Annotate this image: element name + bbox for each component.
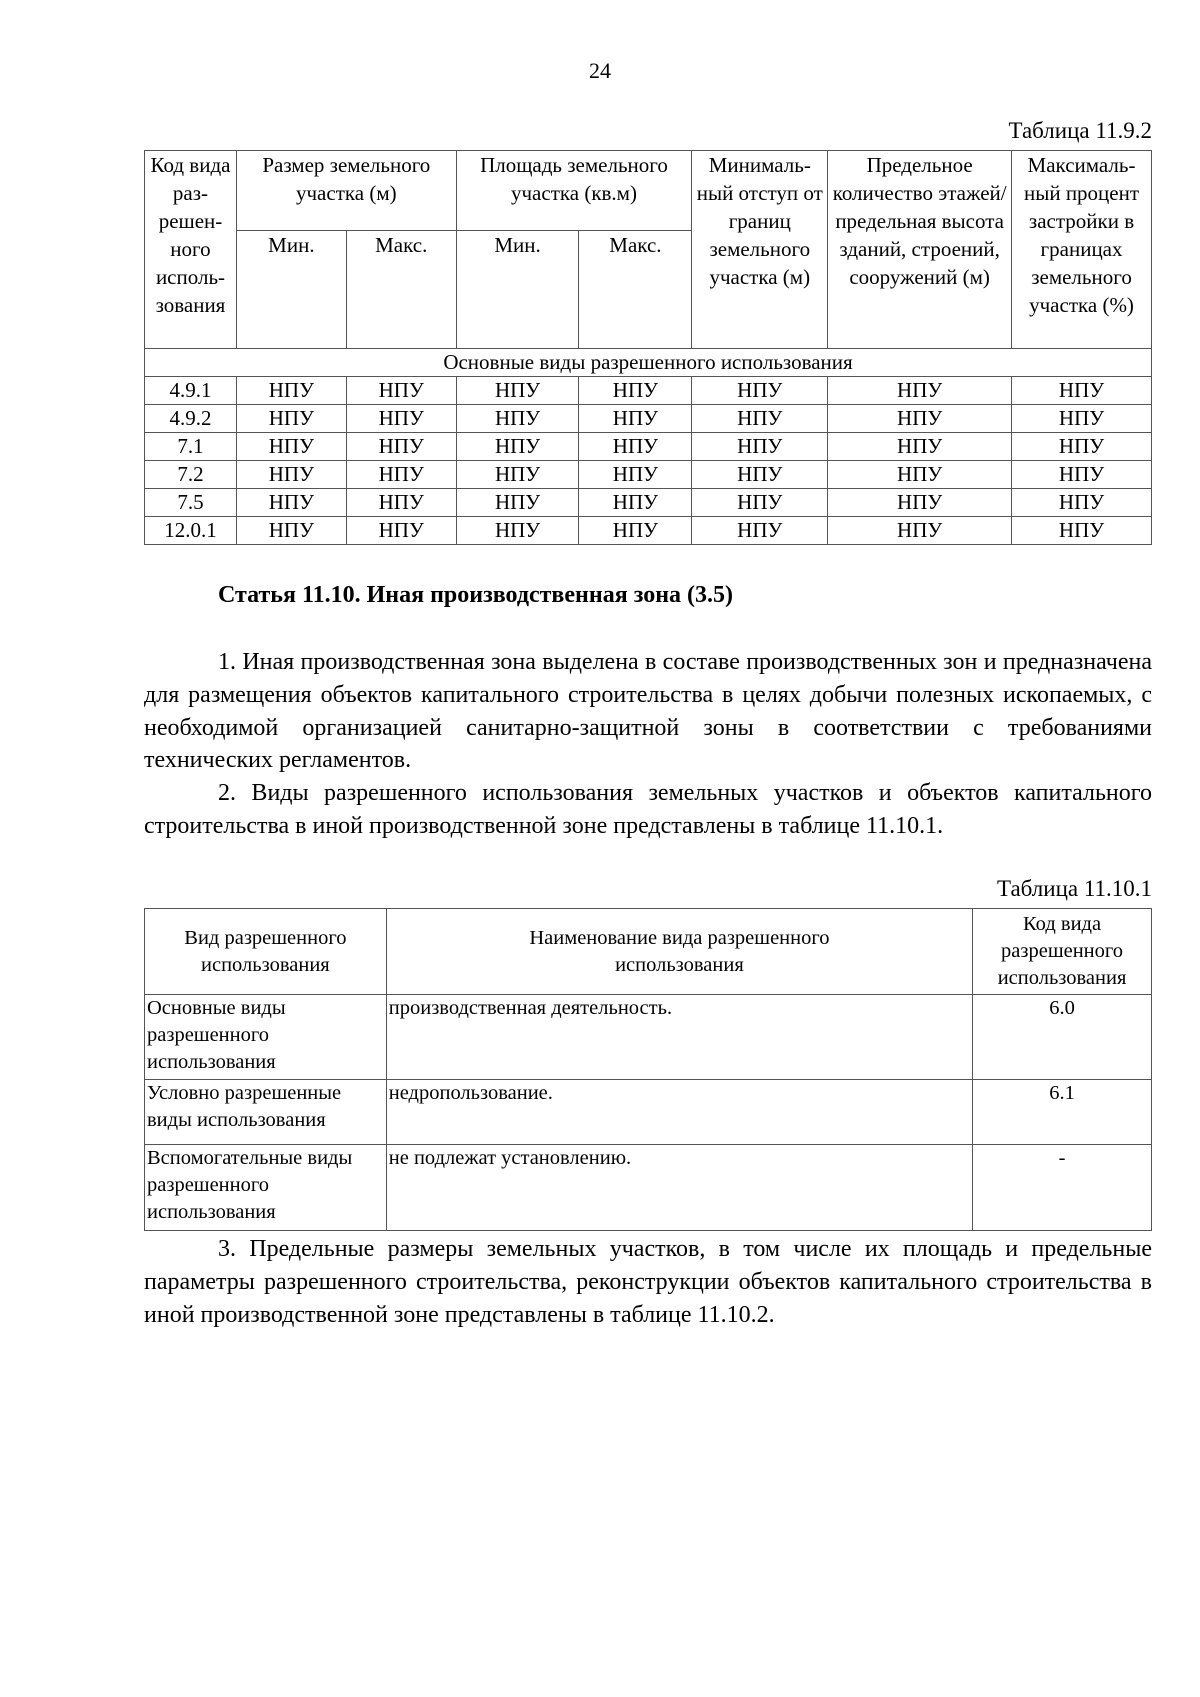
table-row [145,1080,1152,1145]
value-cell: НПУ [456,433,579,461]
value-cell: НПУ [828,489,1012,517]
value-cell: НПУ [346,377,456,405]
use-code-cell: 6.0 [973,995,1152,1080]
paragraph: 3. Предельные размеры земельных участков, в том числе их площадь и предельные параметры разрешенного строительства, реконструкции объектов капитального строительства в иной производственной зоне представлены в таблице 11.10.2. [144,1236,1152,1328]
value-cell: НПУ [236,405,346,433]
value-cell: НПУ [236,377,346,405]
value-cell: НПУ [579,461,692,489]
value-cell: НПУ [456,461,579,489]
value-cell: НПУ [828,461,1012,489]
table-caption: Таблица 11.10.1 [996,876,1152,901]
value-cell: НПУ [456,489,579,517]
code-cell: 4.9.1 [145,377,237,405]
table-row [145,489,1152,517]
use-type-cell: Вспомогательные виды разрешенного использования [145,1145,387,1231]
value-cell: НПУ [828,517,1012,545]
table-row [145,405,1152,433]
value-cell: НПУ [456,405,579,433]
code-cell: 7.5 [145,489,237,517]
value-cell: НПУ [1012,433,1152,461]
value-cell: НПУ [828,433,1012,461]
value-cell: НПУ [692,489,828,517]
value-cell: НПУ [692,377,828,405]
value-cell: НПУ [236,517,346,545]
header-max: Макс. [579,231,692,349]
header-use-code: Код вида разрешенного использования [973,909,1152,995]
header-percent: Максималь-ный процент застройки в границах земельного участка (%) [1012,151,1152,349]
table-row [145,1145,1152,1231]
code-cell: 7.2 [145,461,237,489]
value-cell: НПУ [346,461,456,489]
value-cell: НПУ [828,405,1012,433]
value-cell: НПУ [1012,461,1152,489]
value-cell: НПУ [236,433,346,461]
header-use-type: Вид разрешенного использования [145,909,387,995]
use-name-cell: не подлежат установлению. [386,1145,972,1231]
header-floors: Предельное количество этажей/ предельная высота зданий, строений, сооружений (м) [828,151,1012,349]
value-cell: НПУ [456,517,579,545]
table-row [145,433,1152,461]
value-cell: НПУ [579,517,692,545]
paragraph: 2. Виды разрешенного использования земельных участков и объектов капитального строительства в иной производственной зоне представлены в таблице 11.10.1. [144,780,1152,839]
header-setback: Минималь-ный отступ от границ земельного участка (м) [692,151,828,349]
code-cell: 7.1 [145,433,237,461]
header-code: Код вида раз-решен-ного исполь-зования [145,151,237,349]
value-cell: НПУ [346,517,456,545]
limits-table [144,150,1152,545]
article-heading: Статья 11.10. Иная производственная зона (3.5) [218,582,734,608]
value-cell: НПУ [579,405,692,433]
value-cell: НПУ [692,461,828,489]
page-number: 24 [589,58,611,83]
table-caption: Таблица 11.9.2 [1008,118,1152,143]
value-cell: НПУ [1012,517,1152,545]
value-cell: НПУ [456,377,579,405]
value-cell: НПУ [579,377,692,405]
header-use-name: Наименование вида разрешенного использования [386,909,972,995]
use-name-cell: недропользование. [386,1080,972,1145]
value-cell: НПУ [346,489,456,517]
value-cell: НПУ [1012,377,1152,405]
value-cell: НПУ [692,517,828,545]
permitted-use-table [144,908,1152,1231]
value-cell: НПУ [1012,489,1152,517]
use-code-cell: - [973,1145,1152,1231]
table-row [145,377,1152,405]
body-text [144,1233,1152,1331]
use-name-cell: производственная деятельность. [386,995,972,1080]
code-cell: 12.0.1 [145,517,237,545]
value-cell: НПУ [579,433,692,461]
value-cell: НПУ [236,461,346,489]
value-cell: НПУ [828,377,1012,405]
value-cell: НПУ [692,405,828,433]
header-min: Мин. [236,231,346,349]
body-text [144,646,1152,843]
section-row: Основные виды разрешенного использования [145,349,1152,377]
header-max: Макс. [346,231,456,349]
value-cell: НПУ [579,489,692,517]
header-area: Площадь земельного участка (кв.м) [456,151,692,231]
use-type-cell: Условно разрешенные виды использования [145,1080,387,1145]
value-cell: НПУ [346,405,456,433]
table-row [145,461,1152,489]
use-code-cell: 6.1 [973,1080,1152,1145]
value-cell: НПУ [692,433,828,461]
value-cell: НПУ [236,489,346,517]
use-type-cell: Основные виды разрешенного использования [145,995,387,1080]
code-cell: 4.9.2 [145,405,237,433]
table-row [145,517,1152,545]
value-cell: НПУ [346,433,456,461]
header-size: Размер земельного участка (м) [236,151,456,231]
paragraph: 1. Иная производственная зона выделена в составе производственных зон и предназначена для размещения объектов капитального строительства в целях добычи полезных ископаемых, с необходимой организацией санитарно-защитной зоны в соответствии с требованиями технических регламентов. [144,649,1152,774]
value-cell: НПУ [1012,405,1152,433]
header-min: Мин. [456,231,579,349]
table-row [145,995,1152,1080]
